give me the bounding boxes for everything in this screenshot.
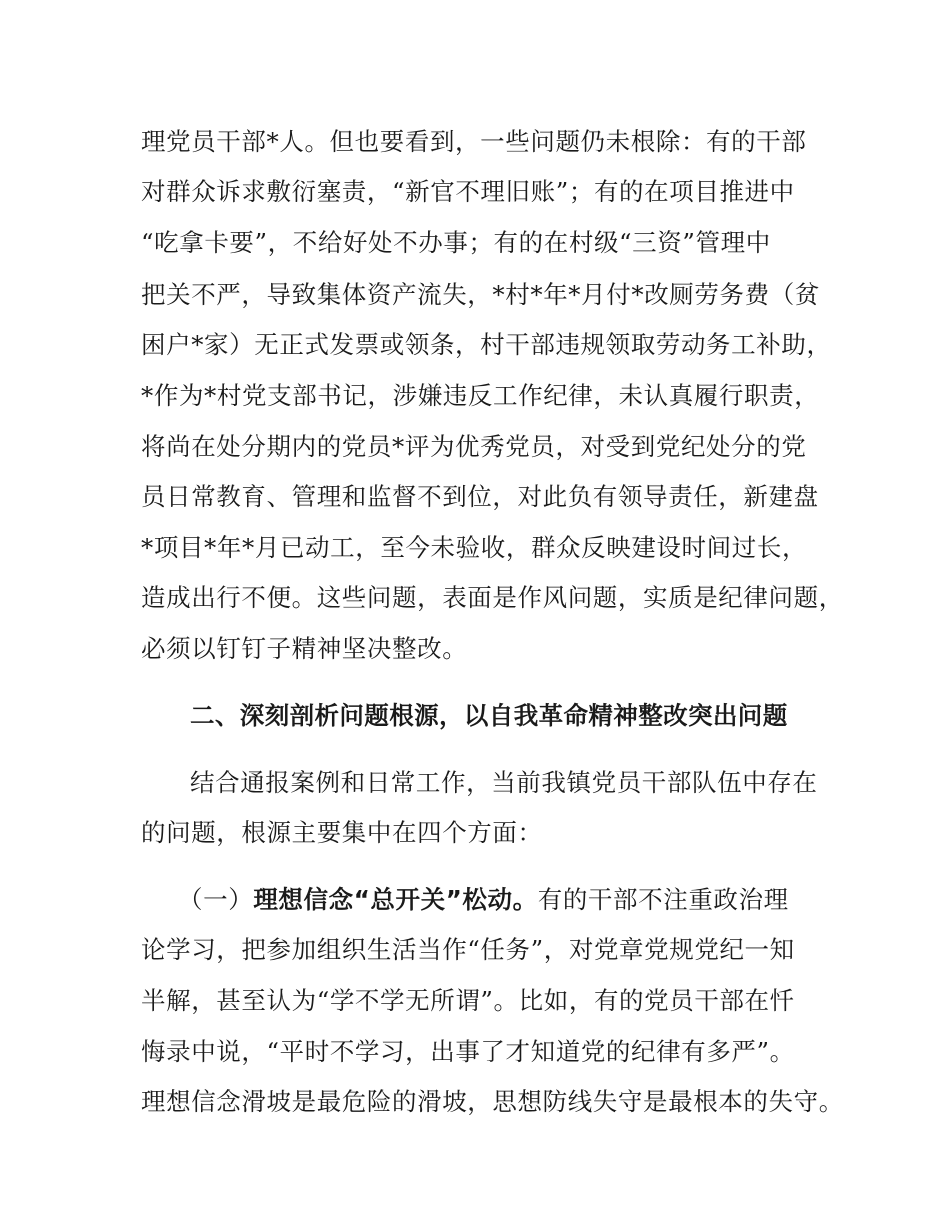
subsection-first-line xyxy=(178,885,789,915)
subsection-line-4: 悔录中说，“平时不学习，出事了才知道党的纪律有多严”。 xyxy=(141,1037,795,1066)
paragraph-1-line-6: *作为*村党支部书记，涉嫌违反工作纪律，未认真履行职责， xyxy=(141,381,820,410)
subsection-line-5: 理想信念滑坡是最危险的滑坡，思想防线失守是最根本的失守。 xyxy=(141,1087,844,1116)
paragraph-1-line-8: 员日常教育、管理和监督不到位，对此负有领导责任，新建盘 xyxy=(141,482,819,511)
subsection-line-2: 论学习，把参加组织生活当作“任务”，对党章党规党纪一知 xyxy=(141,935,795,964)
paragraph-1-line-10: 造成出行不便。这些问题，表面是作风问题，实质是纪律问题， xyxy=(141,583,844,612)
paragraph-1-line-11: 必须以钉钉子精神坚决整改。 xyxy=(141,634,468,663)
paragraph-1-line-7: 将尚在处分期内的党员*评为优秀党员，对受到党纪处分的党 xyxy=(141,432,807,461)
paragraph-2-line-1: 结合通报案例和日常工作，当前我镇党员干部队伍中存在 xyxy=(190,768,818,797)
paragraph-1-line-3: “吃拿卡要”，不给好处不办事；有的在村级“三资”管理中 xyxy=(141,228,771,257)
subsection-line-3: 半解，甚至认为“学不学无所谓”。比如，有的党员干部在忏 xyxy=(141,986,795,1015)
paragraph-1-line-5: 困户*家）无正式发票或领条，村干部违规领取劳动务工补助， xyxy=(141,330,832,359)
subsection-first-line-rest: 有的干部不注重政治理 xyxy=(537,885,789,914)
paragraph-1-line-1: 理党员干部*人。但也要看到，一些问题仍未根除：有的干部 xyxy=(141,127,807,156)
paragraph-2-line-2: 的问题，根源主要集中在四个方面： xyxy=(141,818,543,847)
paragraph-1-line-4: 把关不严，导致集体资产流失，*村*年*月付*改厕劳务费（贫 xyxy=(141,280,820,309)
subsection-label: （一） xyxy=(178,885,254,914)
subsection-title: 理想信念“总开关”松动。 xyxy=(253,885,538,914)
section-heading: 二、深刻剖析问题根源，以自我革命精神整改突出问题 xyxy=(190,701,788,730)
paragraph-1-line-2: 对群众诉求敷衍塞责，“新官不理旧账”；有的在项目推进中 xyxy=(141,177,795,206)
paragraph-1-line-9: *项目*年*月已动工，至今未验收，群众反映建设时间过长， xyxy=(141,533,808,562)
